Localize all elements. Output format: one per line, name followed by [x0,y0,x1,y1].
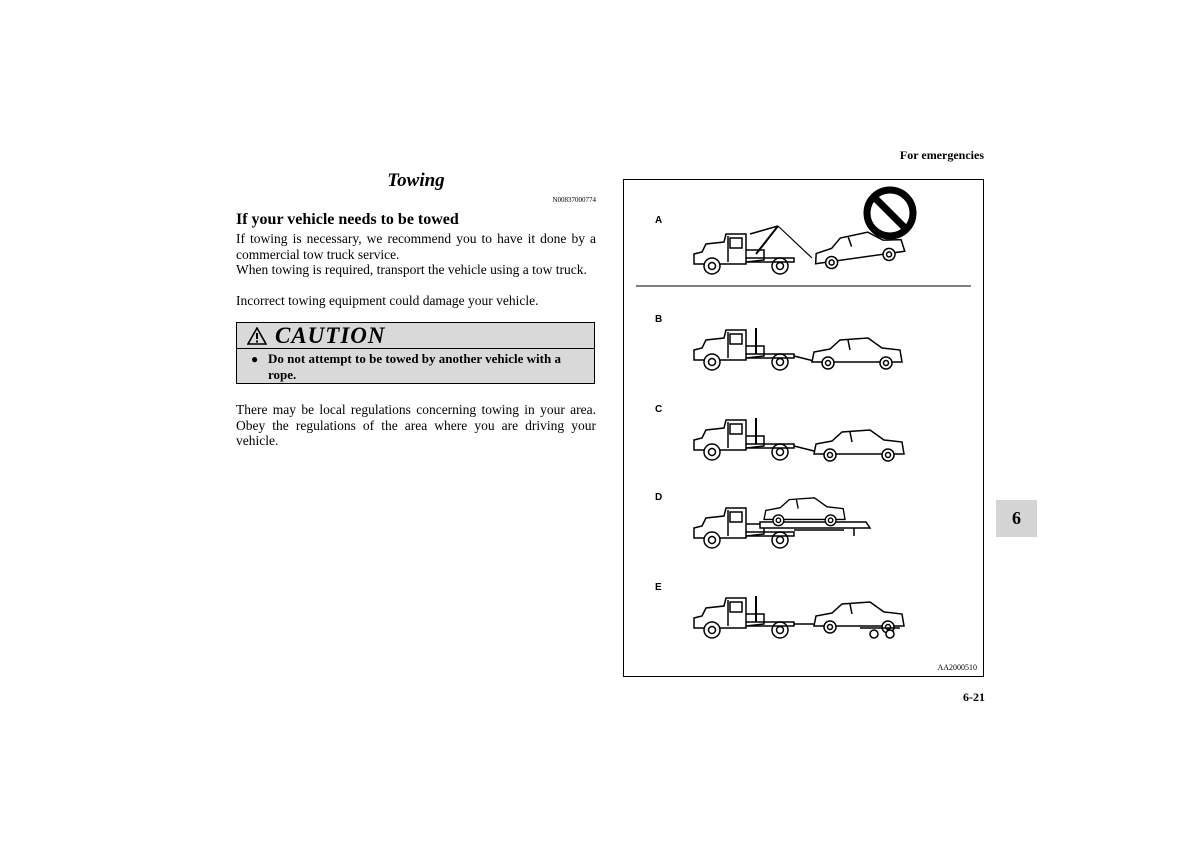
towed-car-b [812,338,902,369]
paragraph-4: There may be local regulations concerning towing in your area. Obey the regulations of the area where you are driving your vehicle. [236,402,596,449]
towed-car-c [814,430,904,461]
page-title: Towing [387,170,445,191]
caution-header [237,323,594,349]
tow-truck-c [694,418,818,460]
tow-truck-e [694,596,818,638]
caution-text: Do not attempt to be towed by another vehicle with a rope. [268,351,561,382]
paragraph-1: If towing is necessary, we recommend you to have it done by a commercial tow truck service. [236,231,596,262]
caution-title: CAUTION [275,322,386,348]
figure-label-d: D [655,492,663,503]
towing-illustration [624,180,983,676]
tow-truck-b [694,328,818,370]
paragraph-3: Incorrect towing equipment could damage your vehicle. [236,293,539,308]
prohibited-icon [867,190,913,236]
chapter-tab: 6 [996,500,1037,537]
figure-label-e: E [655,582,662,593]
caution-body [237,349,594,383]
bullet-icon: ● [251,352,259,366]
warning-triangle-icon [247,327,267,345]
figure-label-a: A [655,215,663,226]
section-header: For emergencies [899,148,984,162]
tow-truck-a [694,226,812,274]
page-number: 6-21 [963,690,985,704]
subheading: If your vehicle needs to be towed [236,211,459,228]
doc-code: N00837000774 [552,196,596,204]
towing-figure [623,179,984,677]
figure-label-c: C [655,404,663,415]
caution-box [236,322,595,384]
figure-code: AA2000510 [937,663,977,672]
figure-label-b: B [655,314,663,325]
paragraph-2: When towing is required, transport the vehicle using a tow truck. [236,262,587,277]
